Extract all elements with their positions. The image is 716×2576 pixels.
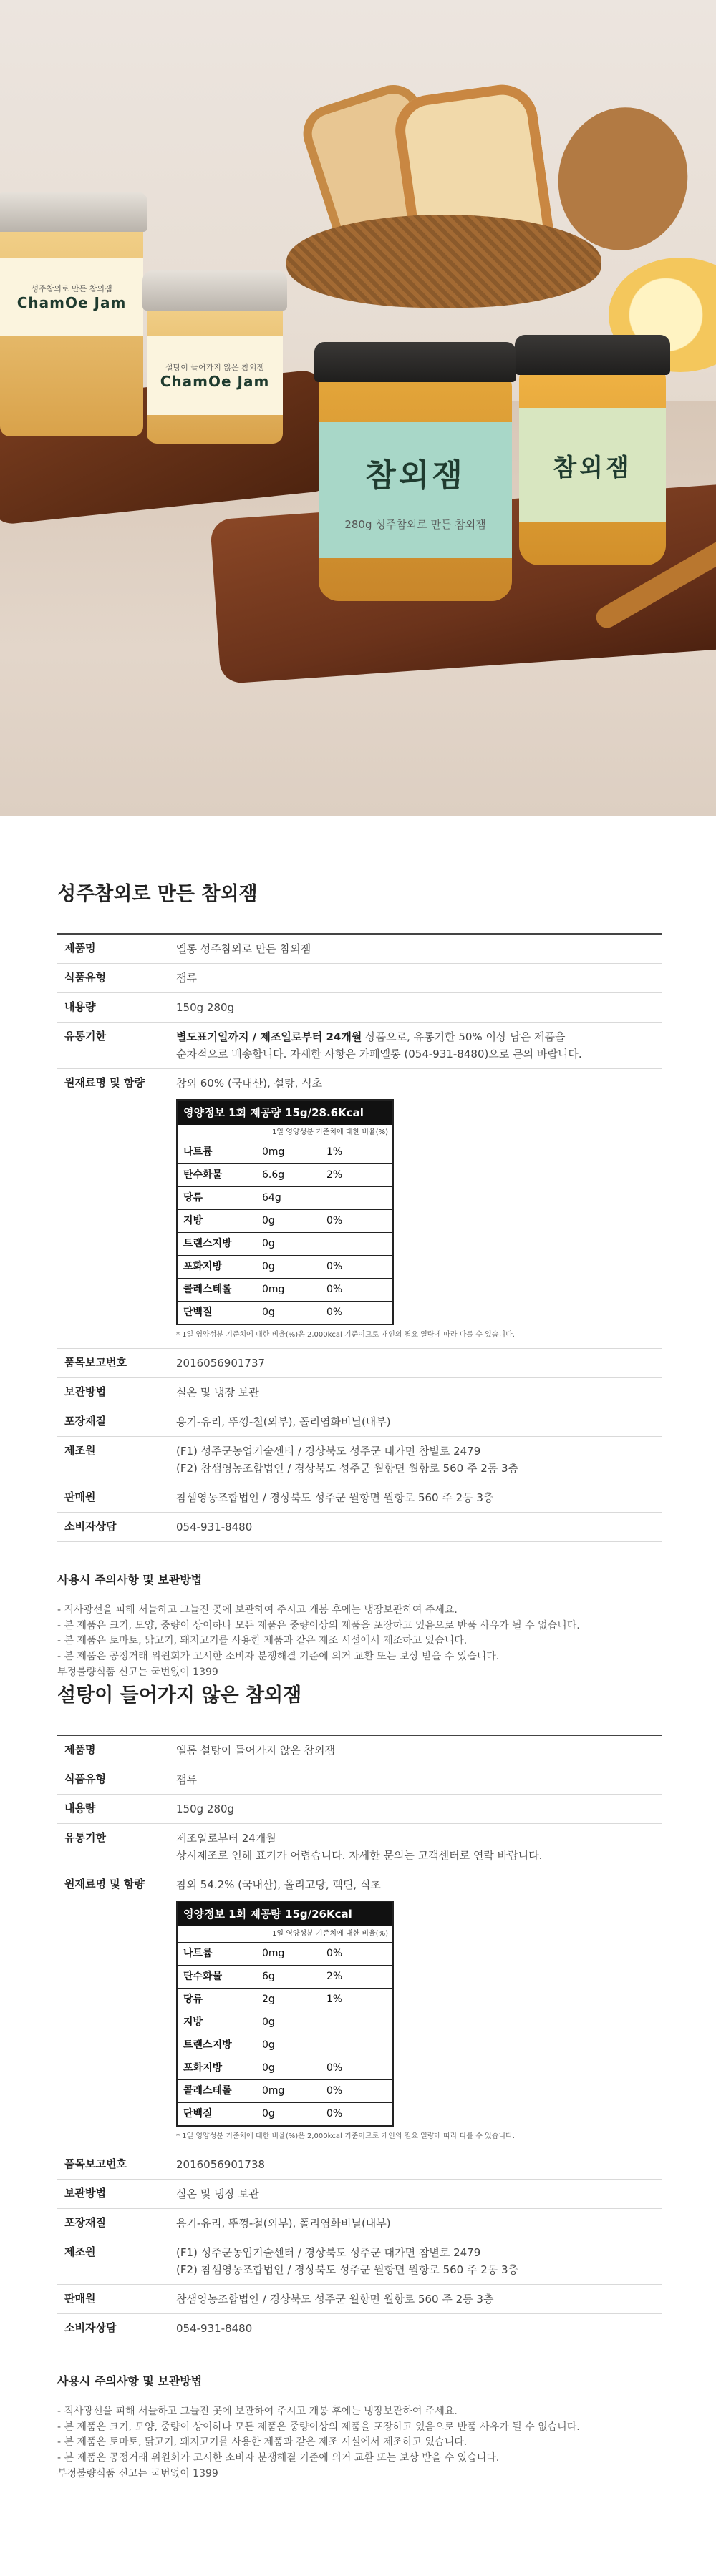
nutrition-row bbox=[178, 1187, 392, 1210]
caution-item: - 본 제품은 공정거래 위원회가 고시한 소비자 분쟁해결 기준에 의거 교환 또는 보상 받을 수 있습니다. bbox=[57, 2452, 500, 2464]
nutrition-row bbox=[178, 2011, 392, 2034]
row-label: 원재료명 및 함량 bbox=[64, 1076, 145, 1089]
row-label: 판매원 bbox=[64, 2292, 96, 2305]
nutrient-amount: 0g bbox=[262, 1215, 275, 1227]
nutrient-pct: 0% bbox=[326, 2108, 343, 2120]
nutrition-row bbox=[178, 2103, 392, 2125]
nutrient-name: 지방 bbox=[183, 1215, 203, 1227]
nutrient-amount: 0g bbox=[262, 1307, 275, 1319]
row-label: 식품유형 bbox=[64, 971, 106, 984]
expiry-line2: 상시제조로 인해 표기가 어렵습니다. 자세한 문의는 고객센터로 연락 바랍니다. bbox=[176, 1849, 543, 1862]
nutrient-name: 포화지방 bbox=[183, 2062, 223, 2074]
nutrient-pct: 0% bbox=[326, 1307, 343, 1319]
row-label: 제조원 bbox=[64, 2245, 96, 2258]
nutrient-name: 나트륨 bbox=[183, 1948, 213, 1960]
nutrient-name: 지방 bbox=[183, 2016, 203, 2029]
jar-label-sub: 280g 성주참외로 만든 참외잼 bbox=[344, 517, 486, 531]
maker-line1: (F1) 성주군농업기술센터 / 경상북도 성주군 대가면 참별로 2479 bbox=[176, 1445, 481, 1458]
row-value: 잼류 bbox=[176, 1773, 197, 1786]
row-label: 포장재질 bbox=[64, 2216, 106, 2229]
row-value bbox=[172, 1069, 662, 1348]
nutrition-row bbox=[178, 1279, 392, 1302]
jar-label bbox=[319, 422, 512, 558]
row-value: 참샘영농조합법인 / 경상북도 성주군 월항면 월항로 560 주 2동 3층 bbox=[176, 2293, 494, 2306]
jar-label-sub: 설탕이 들어가지 않은 참외잼 bbox=[165, 363, 264, 372]
jar-lid bbox=[314, 342, 516, 382]
info-row-ingredients bbox=[57, 1870, 662, 2150]
row-label: 포장재질 bbox=[64, 1415, 106, 1428]
nutrient-name: 콜레스테롤 bbox=[183, 2085, 232, 2097]
nutrition-facts-box bbox=[176, 1901, 394, 2127]
info-row-packaging bbox=[57, 1407, 662, 1437]
row-value: 잼류 bbox=[176, 972, 197, 985]
nutrient-amount: 0mg bbox=[262, 1948, 285, 1960]
row-label: 제품명 bbox=[64, 1743, 96, 1756]
row-label: 식품유형 bbox=[64, 1772, 106, 1785]
nutrition-row bbox=[178, 1210, 392, 1233]
nutrition-row bbox=[178, 1233, 392, 1256]
caution-title: 사용시 주의사항 및 보관방법 bbox=[57, 2374, 203, 2388]
row-value: 054-931-8480 bbox=[176, 1521, 253, 1533]
nutrient-amount: 0g bbox=[262, 2016, 275, 2029]
nutrient-name: 탄수화물 bbox=[183, 1971, 223, 1983]
info-row-expiry bbox=[57, 1824, 662, 1870]
nutrition-head: 영양정보 1회 제공량 15g/28.6Kcal bbox=[178, 1101, 392, 1125]
row-value: 참샘영농조합법인 / 경상북도 성주군 월항면 월항로 560 주 2동 3층 bbox=[176, 1491, 494, 1504]
nutrient-amount: 0g bbox=[262, 2039, 275, 2051]
nutrition-row bbox=[178, 1302, 392, 1324]
nutrition-note: 1일 영양성분 기준치에 대한 비율(%) bbox=[178, 1125, 392, 1141]
nutrient-name: 트랜스지방 bbox=[183, 1238, 232, 1250]
nutrient-pct: 0% bbox=[326, 2062, 343, 2074]
nutrient-amount: 64g bbox=[262, 1192, 281, 1204]
row-value: 2016056901737 bbox=[176, 1357, 266, 1370]
nutrient-amount: 0g bbox=[262, 2062, 275, 2074]
product-title: 성주참외로 만든 참외잼 bbox=[57, 883, 258, 905]
row-label: 품목보고번호 bbox=[64, 1356, 127, 1369]
caution-item: - 본 제품은 크기, 모양, 중량이 상이하나 모든 제품은 중량이상의 제품을 포장하고 있음으로 반품 사유가 될 수 없습니다. bbox=[57, 1619, 580, 1631]
caution-item: - 직사광선을 피해 서늘하고 그늘진 곳에 보관하여 주시고 개봉 후에는 냉장보관하여 주세요. bbox=[57, 1604, 458, 1616]
ingredients-text: 참외 54.2% (국내산), 올리고당, 펙틴, 식초 bbox=[176, 1878, 381, 1891]
row-label: 유통기한 bbox=[64, 1030, 106, 1043]
jar-label-brand: 참외잼 bbox=[553, 453, 632, 482]
product-info-table bbox=[57, 1735, 662, 2343]
row-label: 내용량 bbox=[64, 1000, 96, 1013]
maker-line2: (F2) 참샘영농조합법인 / 경상북도 성주군 월항면 월항로 560 주 2동 3층 bbox=[176, 2263, 519, 2276]
info-row-packaging bbox=[57, 2209, 662, 2238]
row-label: 제조원 bbox=[64, 1444, 96, 1457]
caution-item: 부정불량식품 신고는 국번없이 1399 bbox=[57, 2467, 218, 2479]
row-value: 실온 및 냉장 보관 bbox=[176, 2187, 259, 2200]
row-value: 옐롱 설탕이 들어가지 않은 참외잼 bbox=[176, 1744, 335, 1757]
nutrition-row bbox=[178, 1164, 392, 1187]
small-jar bbox=[0, 222, 143, 436]
caution-item: - 본 제품은 토마토, 닭고기, 돼지고기를 사용한 제품과 같은 제조 시설에서 제조하고 있습니다. bbox=[57, 2436, 468, 2449]
nutrition-note: 1일 영양성분 기준치에 대한 비율(%) bbox=[178, 1926, 392, 1943]
nutrient-name: 당류 bbox=[183, 1994, 203, 2006]
row-label: 원재료명 및 함량 bbox=[64, 1878, 145, 1890]
caution-item: 부정불량식품 신고는 국번없이 1399 bbox=[57, 1666, 218, 1678]
nutrient-name: 나트륨 bbox=[183, 1146, 213, 1158]
nutrition-row bbox=[178, 2057, 392, 2080]
nutrient-name: 포화지방 bbox=[183, 1261, 223, 1273]
product-title: 설탕이 들어가지 않은 참외잼 bbox=[57, 1684, 302, 1707]
caution-item: - 본 제품은 크기, 모양, 중량이 상이하나 모든 제품은 중량이상의 제품을 포장하고 있음으로 반품 사유가 될 수 없습니다. bbox=[57, 2421, 580, 2433]
jar-label bbox=[147, 336, 283, 415]
jar-label-brand: ChamOe Jam bbox=[160, 373, 270, 390]
info-row-seller bbox=[57, 2285, 662, 2314]
row-label: 내용량 bbox=[64, 1802, 96, 1815]
row-label: 보관방법 bbox=[64, 1385, 106, 1398]
second-jar bbox=[519, 365, 666, 565]
row-value bbox=[172, 1824, 662, 1870]
nutrient-amount: 0g bbox=[262, 2108, 275, 2120]
expiry-line2: 순차적으로 배송합니다. 자세한 사항은 카페옐롱 (054-931-8480)으로 문의 바랍니다. bbox=[176, 1048, 582, 1060]
nutrition-footnote: * 1일 영양성분 기준치에 대한 비율(%)은 2,000kcal 기준이므로 개인의 필요 열량에 따라 다를 수 있습니다. bbox=[176, 1331, 515, 1339]
nutrient-amount: 6.6g bbox=[262, 1169, 285, 1181]
row-value: 실온 및 냉장 보관 bbox=[176, 1386, 259, 1399]
row-value: 옐롱 성주참외로 만든 참외잼 bbox=[176, 942, 311, 955]
info-row-consult bbox=[57, 2314, 662, 2343]
info-row-seller bbox=[57, 1483, 662, 1513]
nutrition-row bbox=[178, 1966, 392, 1989]
jar-label-sub: 성주참외로 만든 참외잼 bbox=[31, 284, 112, 293]
info-row-ingredients bbox=[57, 1069, 662, 1349]
row-value bbox=[172, 1023, 662, 1068]
caution-list bbox=[57, 2404, 662, 2482]
jar-label-brand: ChamOe Jam bbox=[16, 294, 127, 311]
nutrition-row bbox=[178, 1989, 392, 2011]
info-row-storage bbox=[57, 2180, 662, 2209]
row-value: 150g 280g bbox=[176, 1802, 235, 1815]
nutrient-name: 트랜스지방 bbox=[183, 2039, 232, 2051]
nutrient-amount: 0g bbox=[262, 1261, 275, 1273]
row-value: 150g 280g bbox=[176, 1001, 235, 1014]
caution-list bbox=[57, 1603, 662, 1680]
nutrient-name: 단백질 bbox=[183, 1307, 213, 1319]
row-label: 보관방법 bbox=[64, 2187, 106, 2200]
row-label: 제품명 bbox=[64, 942, 96, 955]
caution-item: - 직사광선을 피해 서늘하고 그늘진 곳에 보관하여 주시고 개봉 후에는 냉장보관하여 주세요. bbox=[57, 2406, 458, 2417]
row-value bbox=[172, 1870, 662, 2150]
expiry-bold: 별도표기일까지 / 제조일로부터 24개월 bbox=[176, 1030, 362, 1043]
nutrition-footnote: * 1일 영양성분 기준치에 대한 비율(%)은 2,000kcal 기준이므로 개인의 필요 열량에 따라 다를 수 있습니다. bbox=[176, 2132, 515, 2140]
nutrient-pct: 1% bbox=[326, 1146, 343, 1158]
product-info-section bbox=[57, 880, 662, 1680]
row-label: 소비자상담 bbox=[64, 2321, 117, 2334]
info-row-name bbox=[57, 935, 662, 964]
nutrient-pct: 1% bbox=[326, 1994, 343, 2006]
jar-label bbox=[519, 408, 666, 522]
info-row-maker bbox=[57, 2238, 662, 2285]
nutrient-name: 단백질 bbox=[183, 2108, 213, 2120]
ingredients-text: 참외 60% (국내산), 설탕, 식초 bbox=[176, 1077, 323, 1090]
info-row-type bbox=[57, 1765, 662, 1795]
row-value: 2016056901738 bbox=[176, 2158, 266, 2171]
expiry-rest: 상품으로, 유통기한 50% 이상 남은 제품을 bbox=[362, 1030, 566, 1043]
nutrition-row bbox=[178, 1256, 392, 1279]
nutrient-pct: 0% bbox=[326, 1284, 343, 1296]
nutrition-row bbox=[178, 1943, 392, 1966]
row-label: 판매원 bbox=[64, 1491, 96, 1503]
row-value bbox=[172, 2238, 662, 2284]
info-row-volume bbox=[57, 993, 662, 1023]
nutrient-amount: 6g bbox=[262, 1971, 275, 1983]
info-row-type bbox=[57, 964, 662, 993]
maker-line1: (F1) 성주군농업기술센터 / 경상북도 성주군 대가면 참별로 2479 bbox=[176, 2246, 481, 2259]
info-row-storage bbox=[57, 1378, 662, 1407]
product-info-table bbox=[57, 933, 662, 1542]
jar-lid bbox=[515, 335, 670, 375]
expiry-line1: 제조일로부터 24개월 bbox=[176, 1832, 276, 1845]
nutrition-row bbox=[178, 2080, 392, 2103]
row-label: 품목보고번호 bbox=[64, 2157, 127, 2170]
row-value: 054-931-8480 bbox=[176, 2322, 253, 2335]
info-row-consult bbox=[57, 1513, 662, 1542]
info-row-report bbox=[57, 2150, 662, 2180]
row-value: 용기-유리, 뚜껑-철(외부), 폴리염화비닐(내부) bbox=[176, 1415, 391, 1428]
nutrient-pct: 2% bbox=[326, 1971, 343, 1983]
nutrient-amount: 0mg bbox=[262, 1284, 285, 1296]
jar-lid bbox=[142, 270, 287, 311]
row-label: 소비자상담 bbox=[64, 1520, 117, 1533]
nutrient-pct: 2% bbox=[326, 1169, 343, 1181]
hero-product-photo bbox=[0, 0, 716, 816]
nutrition-row bbox=[178, 1141, 392, 1164]
info-row-name bbox=[57, 1736, 662, 1765]
main-jar bbox=[319, 372, 512, 601]
maker-line2: (F2) 참샘영농조합법인 / 경상북도 성주군 월항면 월항로 560 주 2동 3층 bbox=[176, 1462, 519, 1475]
nutrient-amount: 0mg bbox=[262, 2085, 285, 2097]
nutrition-facts-box bbox=[176, 1099, 394, 1325]
nutrient-pct: 0% bbox=[326, 2085, 343, 2097]
nutrient-amount: 0g bbox=[262, 1238, 275, 1250]
info-row-expiry bbox=[57, 1023, 662, 1069]
row-value: 용기-유리, 뚜껑-철(외부), 폴리염화비닐(내부) bbox=[176, 2217, 391, 2230]
info-row-volume bbox=[57, 1795, 662, 1824]
row-value bbox=[172, 1437, 662, 1483]
nutrient-pct: 0% bbox=[326, 1948, 343, 1960]
caution-item: - 본 제품은 토마토, 닭고기, 돼지고기를 사용한 제품과 같은 제조 시설에서 제조하고 있습니다. bbox=[57, 1635, 468, 1647]
jar-label bbox=[0, 258, 143, 336]
jar-lid bbox=[0, 192, 147, 232]
nutrient-amount: 0mg bbox=[262, 1146, 285, 1158]
caution-title: 사용시 주의사항 및 보관방법 bbox=[57, 1573, 203, 1586]
product-info-section bbox=[57, 1682, 662, 2482]
small-jar bbox=[147, 301, 283, 444]
nutrient-pct: 0% bbox=[326, 1261, 343, 1273]
nutrient-name: 콜레스테롤 bbox=[183, 1284, 232, 1296]
bread-basket bbox=[286, 215, 601, 308]
info-row-maker bbox=[57, 1437, 662, 1483]
nutrient-name: 탄수화물 bbox=[183, 1169, 223, 1181]
nutrient-amount: 2g bbox=[262, 1994, 275, 2006]
nutrient-name: 당류 bbox=[183, 1192, 203, 1204]
caution-item: - 본 제품은 공정거래 위원회가 고시한 소비자 분쟁해결 기준에 의거 교환 또는 보상 받을 수 있습니다. bbox=[57, 1651, 500, 1663]
jar-label-brand: 참외잼 bbox=[365, 457, 465, 494]
nutrition-head: 영양정보 1회 제공량 15g/26Kcal bbox=[178, 1902, 392, 1926]
nutrition-row bbox=[178, 2034, 392, 2057]
info-row-report bbox=[57, 1349, 662, 1378]
row-label: 유통기한 bbox=[64, 1831, 106, 1844]
nutrient-pct: 0% bbox=[326, 1215, 343, 1227]
